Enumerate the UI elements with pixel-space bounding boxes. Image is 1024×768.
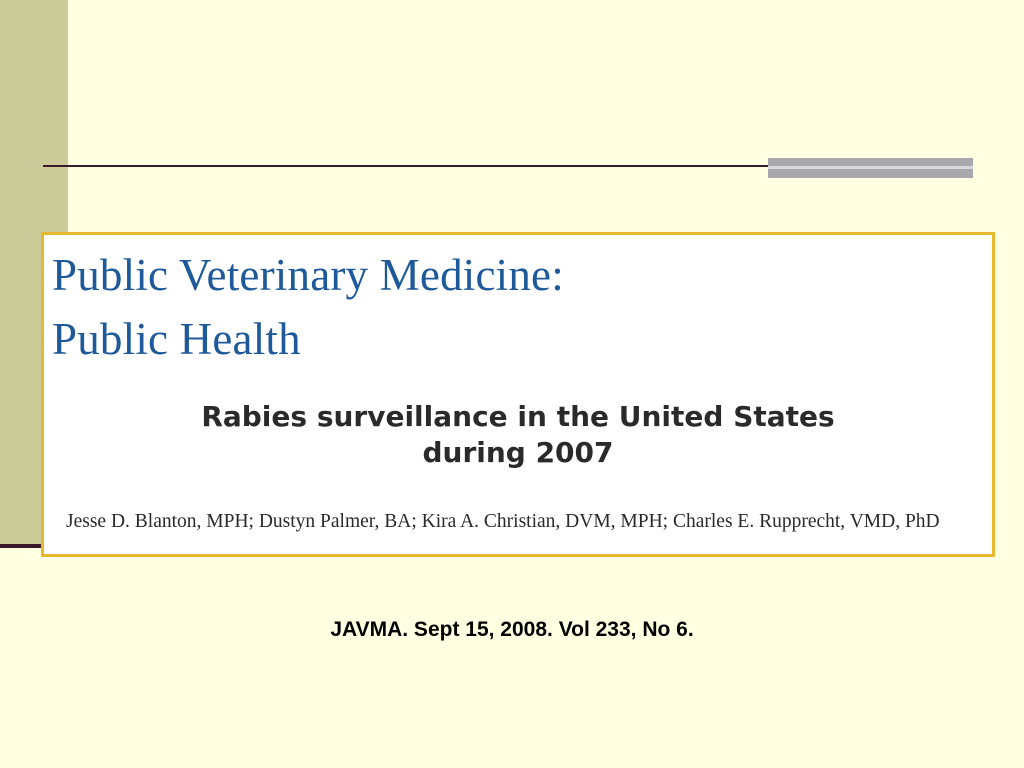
side-decor-line (0, 544, 44, 548)
section-heading-line2: Public Health (52, 314, 301, 364)
section-heading-line1: Public Veterinary Medicine: (52, 250, 564, 300)
journal-citation: JAVMA. Sept 15, 2008. Vol 233, No 6. (330, 618, 694, 641)
article-header-image (41, 232, 995, 557)
article-title-line2: during 2007 (422, 436, 614, 469)
author-list: Jesse D. Blanton, MPH; Dustyn Palmer, BA; Kira A. Christian, DVM, MPH; Charles E. Rupprecht, VMD, PhD (66, 511, 940, 532)
title-divider-accent (768, 158, 973, 178)
article-title (44, 399, 992, 471)
section-heading (52, 243, 564, 371)
article-title-line1: Rabies surveillance in the United States (201, 400, 835, 433)
